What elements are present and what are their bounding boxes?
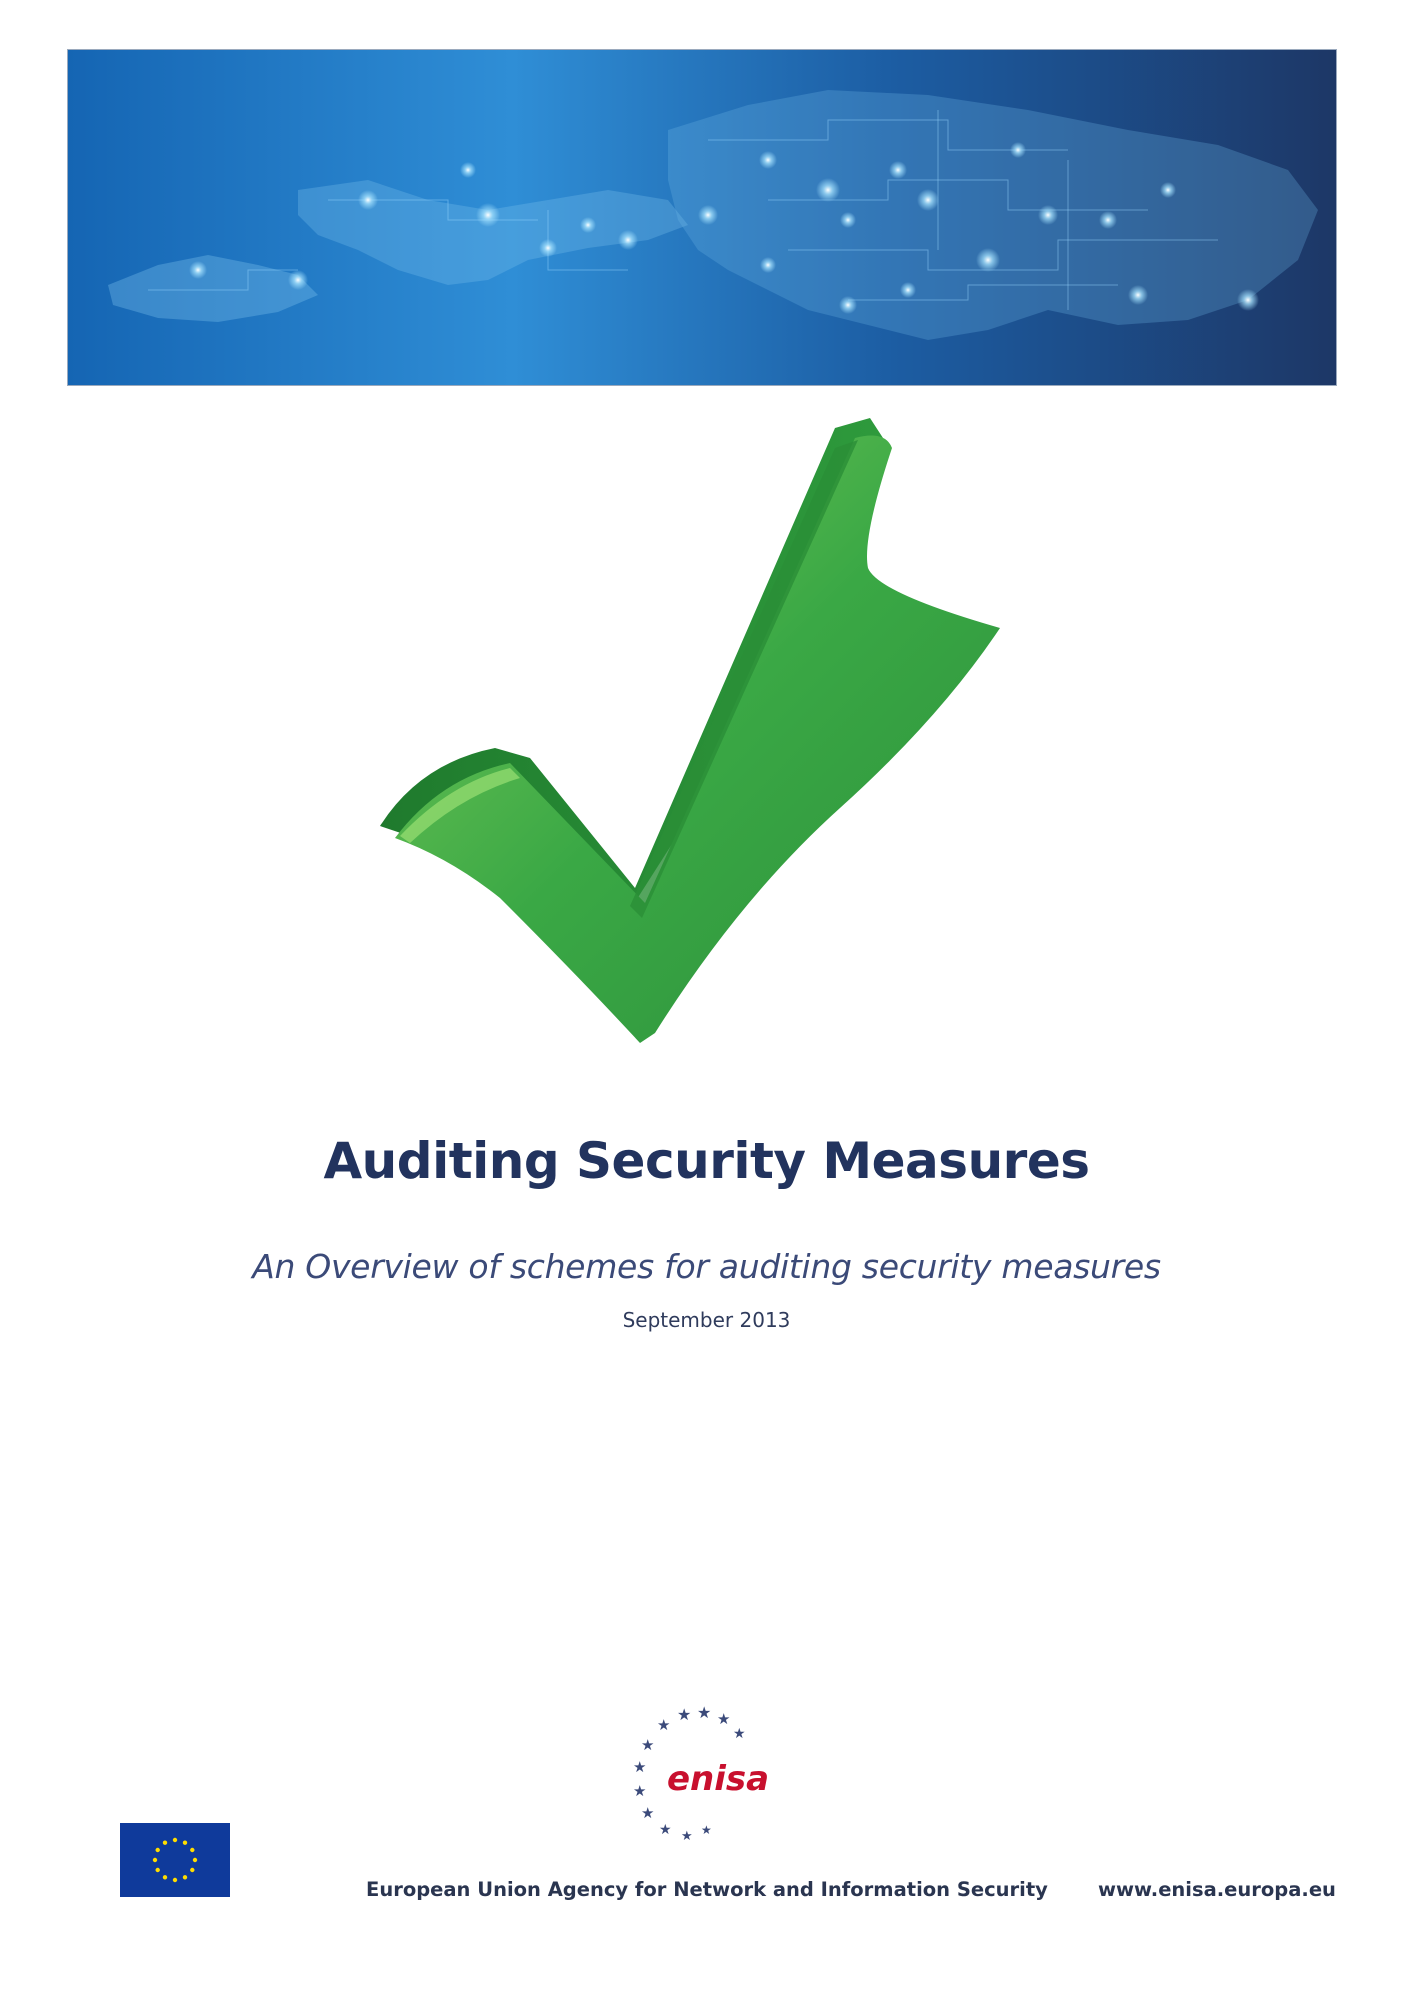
svg-text:★: ★ [681,1829,693,1844]
svg-text:★: ★ [733,1726,746,1742]
svg-text:★: ★ [657,1716,671,1734]
svg-text:★: ★ [641,1736,655,1754]
header-banner-image [67,49,1337,386]
svg-text:★: ★ [717,1710,731,1728]
svg-text:★: ★ [641,1804,655,1822]
publication-date: September 2013 [622,1308,791,1332]
svg-text:★: ★ [701,1823,712,1837]
checkmark-icon [380,418,1020,1058]
enisa-logo [615,1700,790,1850]
document-title: Auditing Security Measures [323,1132,1090,1190]
svg-text:★: ★ [659,1822,672,1838]
eu-flag-icon [120,1823,230,1897]
document-subtitle: An Overview of schemes for auditing security measures [252,1247,1161,1286]
svg-text:★: ★ [633,1758,647,1776]
svg-text:★: ★ [633,1782,647,1800]
svg-text:★: ★ [697,1703,712,1722]
website-link[interactable]: www.enisa.europa.eu [1098,1878,1336,1901]
agency-name: European Union Agency for Network and Information Security [366,1878,1048,1901]
svg-text:★: ★ [677,1705,692,1724]
svg-text:enisa: enisa [667,1759,770,1799]
